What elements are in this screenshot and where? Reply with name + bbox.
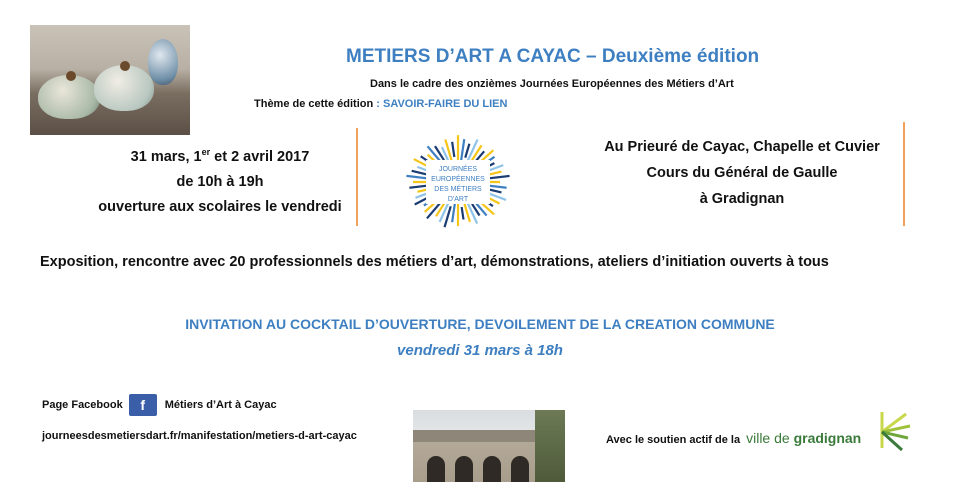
logo-text-4: D'ART xyxy=(447,196,469,203)
venue-line-1: Au Prieuré de Cayac, Chapelle et Cuvier xyxy=(604,139,880,155)
facebook-row xyxy=(42,394,277,416)
venue-line-2: Cours du Général de Gaulle xyxy=(646,165,838,181)
pottery-photo xyxy=(30,25,190,135)
logo-text-1: JOURNÉES xyxy=(438,166,478,173)
pottery-vase xyxy=(148,39,178,85)
logo-ray xyxy=(465,144,469,158)
subtitle: Dans le cadre des onzièmes Journées Européennes des Métiers d’Art xyxy=(370,78,734,90)
logo-ray xyxy=(452,203,455,222)
pottery-lid-knob xyxy=(66,71,76,81)
facebook-label: Page Facebook xyxy=(42,399,123,411)
ville-prefix: ville de xyxy=(746,430,794,446)
dates-line xyxy=(80,140,360,170)
support-text: Avec le soutien actif de la xyxy=(606,434,741,446)
logo-ray xyxy=(461,139,464,160)
website-link[interactable]: journeesdesmetiersdart.fr/manifestation/metiers-d-art-cayac xyxy=(42,430,357,442)
pottery-bowl xyxy=(94,65,154,111)
theme-label: Thème de cette édition xyxy=(254,98,374,110)
gradignan-logo-icon xyxy=(876,408,912,454)
dates-start: 31 mars, 1 xyxy=(130,148,202,165)
ville-label xyxy=(746,430,861,446)
priory-photo xyxy=(413,410,565,482)
theme-value: SAVOIR-FAIRE DU LIEN xyxy=(382,98,508,110)
dates-end: et 2 avril 2017 xyxy=(210,148,310,165)
priory-arch xyxy=(483,456,501,482)
jema-logo-icon xyxy=(396,128,521,236)
priory-arch xyxy=(511,456,529,482)
schools-line: ouverture aux scolaires le vendredi xyxy=(98,198,342,215)
venue-line-3: à Gradignan xyxy=(699,191,785,207)
theme-separator: : xyxy=(373,98,383,110)
pottery-lid-knob xyxy=(120,61,130,71)
logo-ray xyxy=(462,207,464,219)
support-row xyxy=(606,430,861,446)
divider-right xyxy=(903,122,905,226)
event-dates xyxy=(80,140,360,220)
logo-text-2: EUROPÉENNES xyxy=(431,176,485,183)
priory-arch xyxy=(455,456,473,482)
priory-tree xyxy=(535,410,565,482)
event-description: Exposition, rencontre avec 20 professionnels des métiers d’art, démonstrations, ateliers d’initiation ouverts à tous xyxy=(40,254,829,270)
priory-arch xyxy=(427,456,445,482)
priory-roof xyxy=(413,430,553,442)
dates-sup: er xyxy=(201,147,211,157)
hours-line: de 10h à 19h xyxy=(176,173,264,190)
logo-text-3: DES MÉTIERS xyxy=(434,186,482,193)
logo-ray xyxy=(452,142,454,157)
theme-line xyxy=(254,98,507,110)
pottery-bowl xyxy=(38,75,100,119)
invitation-title: INVITATION AU COCKTAIL D’OUVERTURE, DEVOILEMENT DE LA CREATION COMMUNE xyxy=(185,316,775,332)
invitation-date: vendredi 31 mars à 18h xyxy=(397,342,563,359)
facebook-icon[interactable]: f xyxy=(129,394,157,416)
ville-name: gradignan xyxy=(793,430,862,446)
divider-left xyxy=(356,128,358,226)
venue xyxy=(586,134,898,212)
page-title: METIERS D’ART A CAYAC – Deuxième édition xyxy=(346,46,760,67)
facebook-page-link[interactable]: Métiers d’Art à Cayac xyxy=(164,399,277,411)
